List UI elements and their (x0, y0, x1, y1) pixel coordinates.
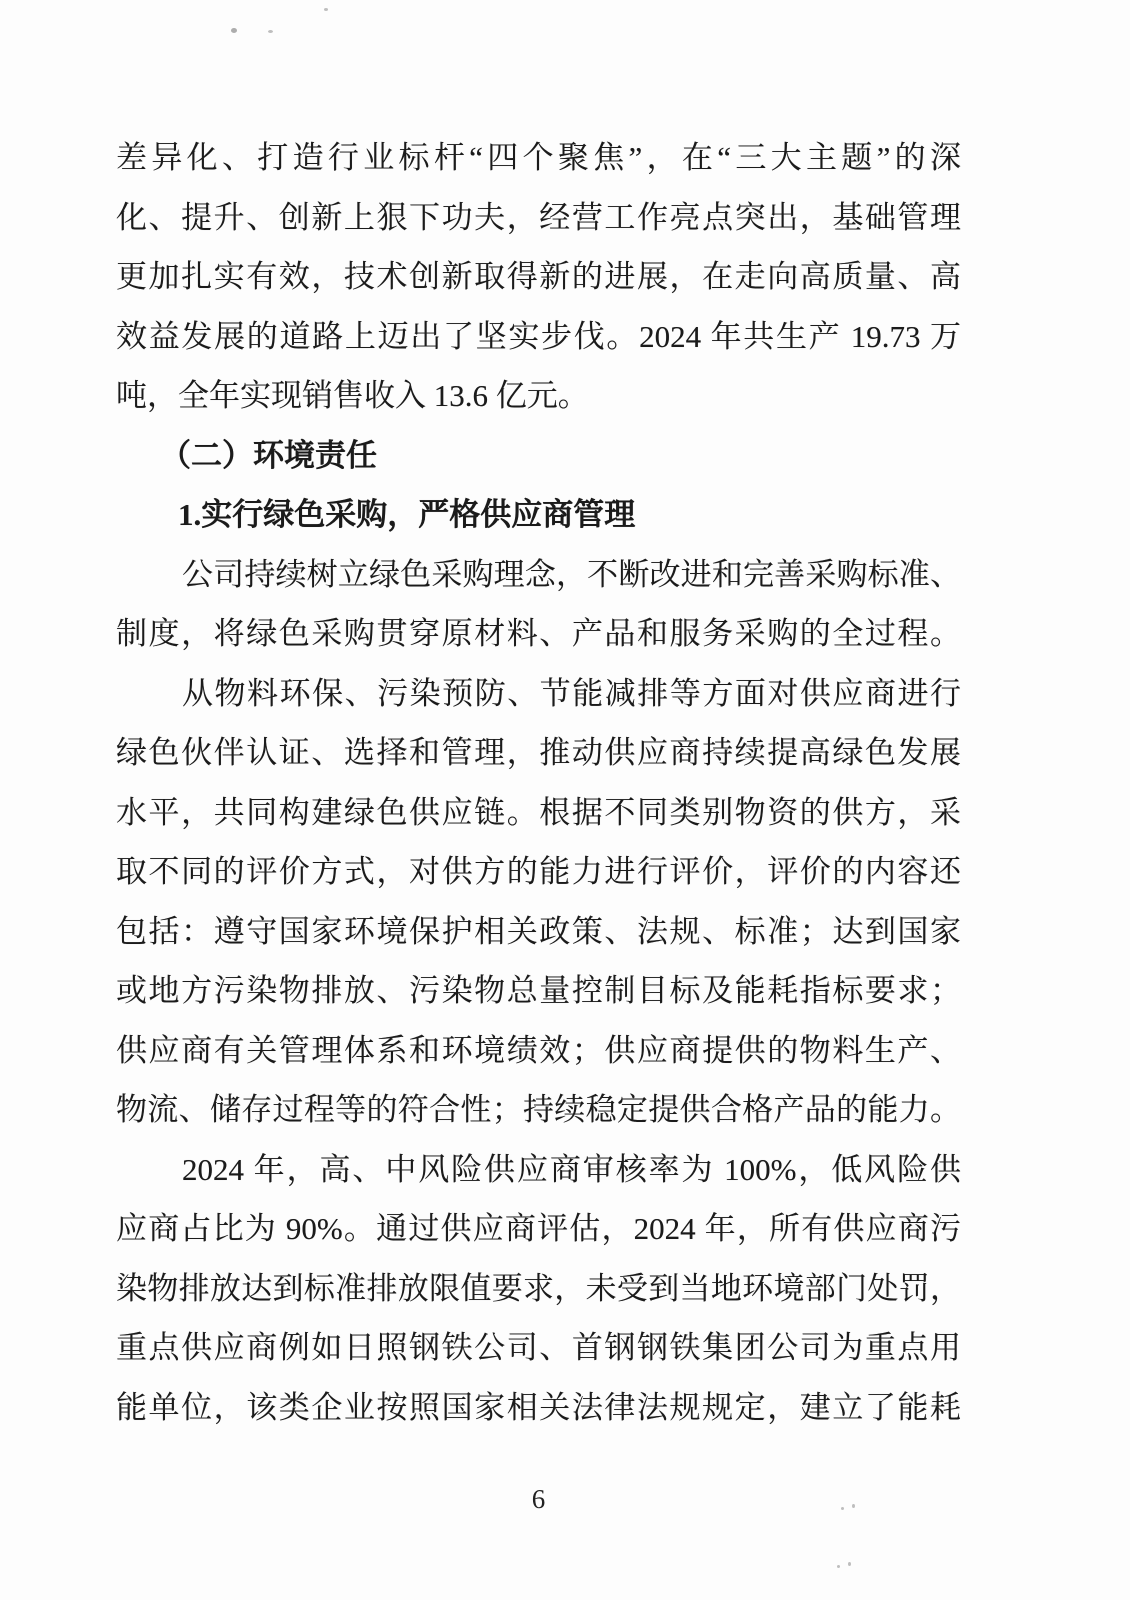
text-line: 染物排放达到标准排放限值要求，未受到当地环境部门处罚， (116, 1270, 961, 1306)
heading2 (116, 426, 961, 486)
text-line: 绿色伙伴认证、选择和管理，推动供应商持续提高绿色发展 (116, 735, 961, 770)
text-line: 差异化、打造行业标杆“四个聚焦”，在“三大主题”的深 (116, 140, 961, 175)
text-line: 供应商有关管理体系和环境绩效；供应商提供的物料生产、 (116, 1032, 961, 1068)
text-line: 吨，全年实现销售收入 13.6 亿元。 (116, 378, 589, 413)
scan-speck (231, 28, 237, 33)
text-line: 物流、储存过程等的符合性；持续稳定提供合格产品的能力。 (116, 1092, 961, 1127)
paragraph (116, 1140, 961, 1438)
text-line: 制度，将绿色采购贯穿原材料、产品和服务采购的全过程。 (116, 616, 961, 651)
text-line: 应商占比为 90%。通过供应商评估，2024 年，所有供应商污 (116, 1211, 961, 1246)
heading3 (116, 485, 961, 545)
text-line: 2024 年，高、中风险供应商审核率为 100%，低风险供 (182, 1151, 961, 1187)
text-line: 更加扎实有效，技术创新取得新的进展，在走向高质量、高 (116, 259, 961, 294)
text-line: 取不同的评价方式，对供方的能力进行评价，评价的内容还 (116, 854, 961, 889)
scan-speck (268, 30, 273, 33)
text-line: （二）环境责任 (160, 437, 377, 473)
text-line: 包括：遵守国家环境保护相关政策、法规、标准；达到国家 (116, 913, 961, 949)
text-line: 或地方污染物排放、污染物总量控制目标及能耗指标要求； (116, 973, 961, 1008)
document-body (116, 128, 961, 1437)
paragraph (116, 128, 961, 426)
paragraph (116, 545, 961, 664)
text-line: 效益发展的道路上迈出了坚实步伐。2024 年共生产 19.73 万 (116, 318, 961, 354)
page-number: 6 (531, 1484, 546, 1514)
paragraph (116, 664, 961, 1140)
text-line: 化、提升、创新上狠下功夫，经营工作亮点突出，基础管理 (116, 199, 961, 235)
text-line: 能单位，该类企业按照国家相关法律法规规定，建立了能耗 (116, 1389, 961, 1425)
text-line: 公司持续树立绿色采购理念，不断改进和完善采购标准、 (182, 556, 961, 592)
text-line: 1.实行绿色采购，严格供应商管理 (178, 497, 636, 532)
text-line: 从物料环保、污染预防、节能减排等方面对供应商进行 (182, 675, 961, 711)
text-line: 水平，共同构建绿色供应链。根据不同类别物资的供方，采 (116, 794, 961, 830)
text-line: 重点供应商例如日照钢铁公司、首钢钢铁集团公司为重点用 (116, 1330, 961, 1365)
scan-speck (837, 1565, 840, 1568)
scan-speck (848, 1562, 851, 1566)
scan-speck (324, 8, 328, 11)
